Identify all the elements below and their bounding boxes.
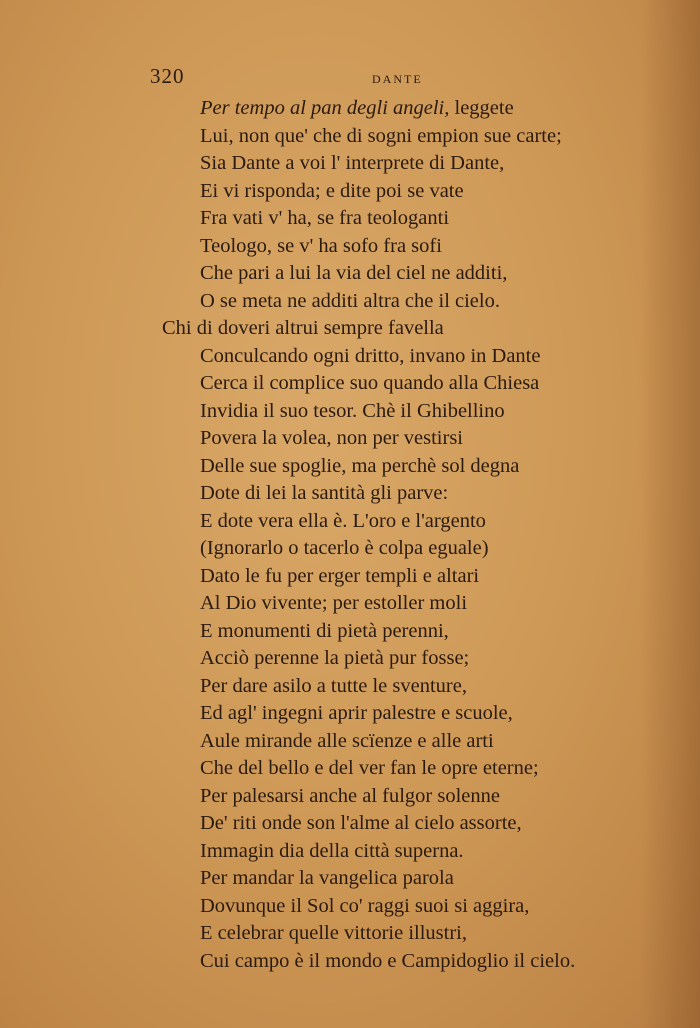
- poem-line: Cerca il complice suo quando alla Chiesa: [200, 372, 540, 394]
- poem-line: Conculcando ogni dritto, invano in Dante: [200, 344, 541, 367]
- poem-line: Per dare asilo a tutte le sventure,: [200, 674, 467, 697]
- poem-line: Cui campo è il mondo e Campidoglio il cielo.: [200, 949, 576, 972]
- poem-line-rest: leggete: [449, 97, 514, 119]
- poem-line: Invidia il suo tesor. Chè il Ghibellino: [200, 399, 505, 422]
- poem-line: De' riti onde son l'alme al cielo assorte,: [200, 812, 522, 834]
- poem-line: Immagin dia della città superna.: [200, 839, 464, 862]
- poem-line: Fra vati v' ha, se fra teologanti: [200, 207, 450, 229]
- poem-line: Per palesarsi anche al fulgor solenne: [200, 784, 500, 807]
- poem-line: Ei vi risponda; e dite poi se vate: [200, 179, 464, 202]
- poem-line: Lui, non que' che di sogni empion sue carte;: [200, 124, 562, 147]
- poem-line: Povera la volea, non per vestirsi: [200, 427, 464, 449]
- poem-line: Dato le fu per erger templi e altari: [200, 564, 480, 587]
- poem-line: Per mandar la vangelica parola: [200, 867, 454, 889]
- poem-line: [200, 95, 514, 121]
- page-edge-shadow: [640, 0, 700, 1028]
- poem-line: Delle sue spoglie, ma perchè sol degna: [200, 454, 520, 477]
- page-number: 320: [150, 64, 185, 88]
- poem-line-italic: Per tempo al pan degli angeli,: [200, 97, 450, 119]
- poem-line: Chi di doveri altrui sempre favella: [162, 317, 444, 339]
- poem-line: Ed agl' ingegni aprir palestre e scuole,: [200, 702, 513, 724]
- poem-line: O se meta ne additi altra che il cielo.: [200, 289, 500, 312]
- page-header: [150, 64, 590, 94]
- poem-line: E monumenti di pietà perenni,: [200, 619, 449, 642]
- poem-line: Che pari a lui la via del ciel ne additi,: [200, 262, 508, 284]
- poem-line: Dote di lei la santità gli parve:: [200, 482, 449, 504]
- poem-line: Sia Dante a voi l' interprete di Dante,: [200, 152, 505, 174]
- poem-line: E celebrar quelle vittorie illustri,: [200, 922, 467, 944]
- poem-line: Aule mirande alle scïenze e alle arti: [200, 729, 494, 752]
- running-head: DANTE: [372, 72, 423, 86]
- poem-line: Che del bello e del ver fan le opre eterne;: [200, 757, 539, 779]
- poem-line: Al Dio vivente; per estoller moli: [200, 592, 468, 614]
- poem-line: E dote vera ella è. L'oro e l'argento: [200, 509, 486, 532]
- poem-line: Acciò perenne la pietà pur fosse;: [200, 647, 470, 669]
- poem-line: Teologo, se v' ha sofo fra sofi: [200, 234, 442, 257]
- poem-line: Dovunque il Sol co' raggi suoi si aggira,: [200, 894, 530, 917]
- poem-line: (Ignorarlo o tacerlo è colpa eguale): [200, 537, 489, 559]
